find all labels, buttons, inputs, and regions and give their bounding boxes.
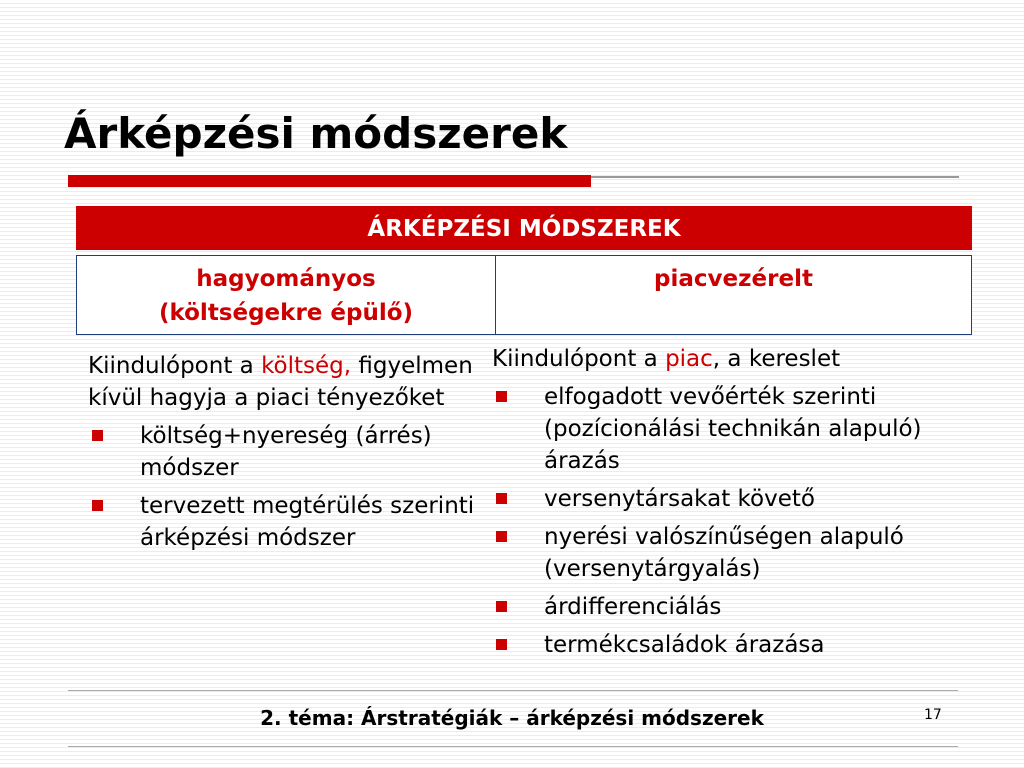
list-item-text: versenytársakat követő (544, 486, 815, 512)
left-intro-suffix: figyelmen kívül hagyja a piaci tényezőket (88, 353, 473, 411)
right-intro-suffix: , a kereslet (712, 346, 841, 372)
list-item-text: költség+nyereség (árrés) módszer (140, 423, 432, 481)
list-item (492, 591, 992, 623)
right-intro-prefix: Kiindulópont a (492, 346, 666, 372)
footer-divider-bottom (68, 746, 958, 747)
list-item-text: árdifferenciálás (544, 594, 722, 620)
title-underline-accent (68, 175, 591, 187)
list-item (492, 521, 992, 585)
square-bullet-icon (496, 601, 507, 612)
left-heading-line1: hagyományos (196, 266, 376, 292)
list-item (492, 381, 992, 477)
list-item (88, 420, 488, 484)
square-bullet-icon (92, 430, 103, 441)
title-underline-thin (591, 176, 959, 178)
left-intro (88, 350, 488, 414)
square-bullet-icon (496, 391, 507, 402)
page-number: 17 (924, 707, 942, 723)
square-bullet-icon (496, 531, 507, 542)
list-item (88, 490, 488, 554)
left-column-heading (76, 255, 496, 335)
square-bullet-icon (496, 493, 507, 504)
right-intro (492, 343, 992, 375)
right-column-content (492, 343, 992, 667)
footer-caption: 2. téma: Árstratégiák – árképzési módszerek (260, 706, 764, 730)
right-heading-label: piacvezérelt (654, 266, 813, 292)
square-bullet-icon (92, 500, 103, 511)
table-header: ÁRKÉPZÉSI MÓDSZEREK (76, 206, 972, 250)
list-item-text: termékcsaládok árazása (544, 632, 825, 658)
left-bullet-list (88, 420, 488, 554)
left-heading-line2: (költségekre épülő) (158, 300, 414, 326)
list-item-text: nyerési valószínűségen alapuló (versenytárgyalás) (544, 524, 904, 582)
left-intro-highlight: költség, (261, 353, 352, 379)
left-intro-prefix: Kiindulópont a (88, 353, 262, 379)
left-column-content (88, 350, 488, 560)
right-intro-highlight: piac (665, 346, 713, 372)
right-column-heading (496, 255, 972, 335)
list-item-text: tervezett megtérülés szerinti árképzési módszer (140, 493, 475, 551)
list-item (492, 483, 992, 515)
right-bullet-list (492, 381, 992, 661)
list-item (492, 629, 992, 661)
square-bullet-icon (496, 639, 507, 650)
footer-divider-top (68, 690, 958, 691)
slide-title: Árképzési módszerek (64, 109, 568, 158)
list-item-text: elfogadott vevőérték szerinti (pozícionálási technikán alapuló) árazás (544, 384, 922, 474)
